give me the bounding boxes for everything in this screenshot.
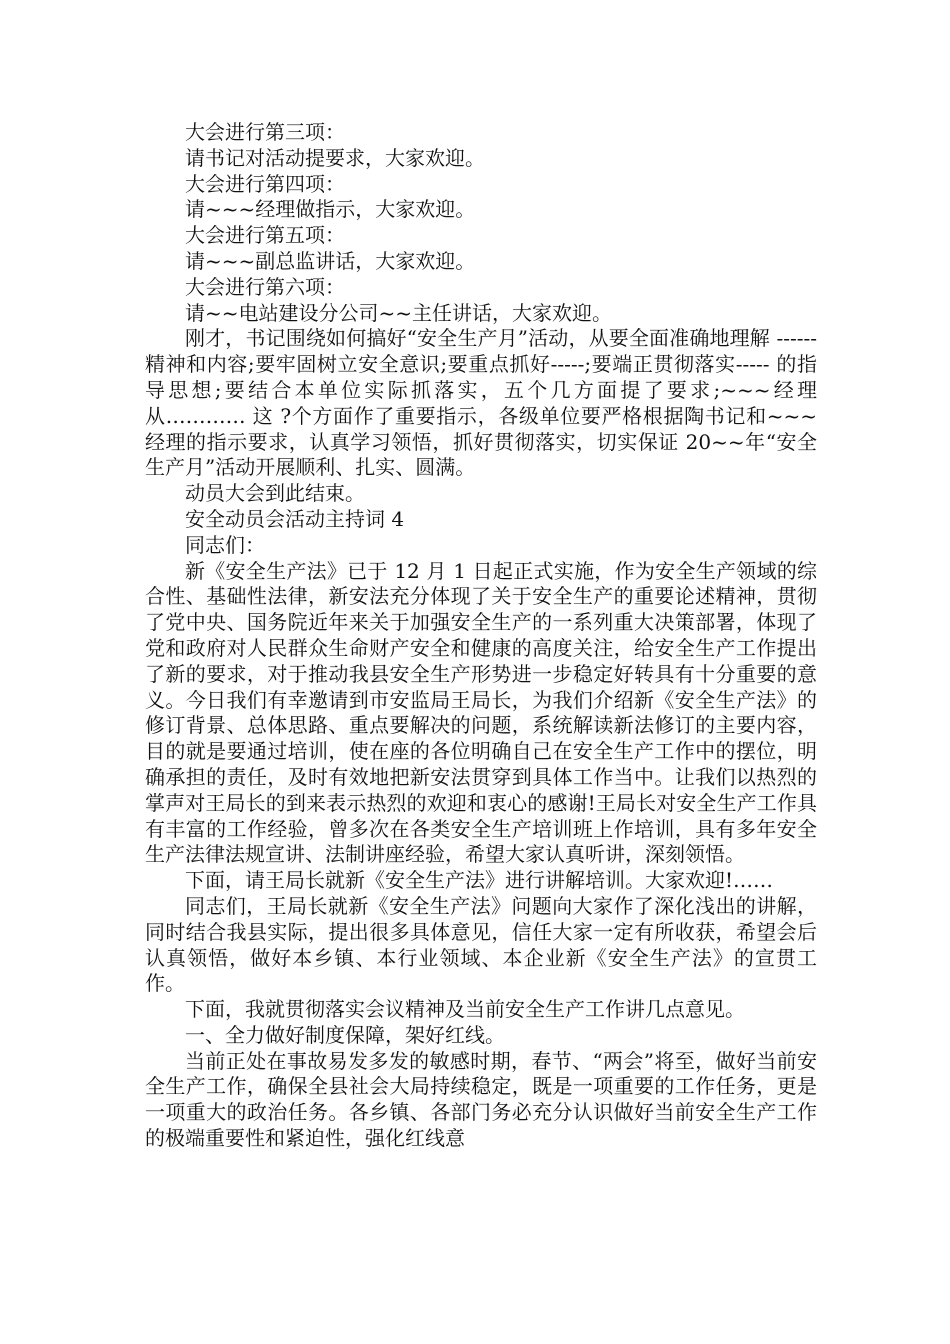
paragraph: 下面，请王局长就新《安全生产法》进行讲解培训。大家欢迎!…… — [185, 868, 774, 893]
paragraph: 动员大会到此结束。 — [185, 481, 365, 506]
document-body — [145, 120, 817, 1152]
paragraph: 大会进行第三项： — [185, 120, 345, 144]
paragraph: 当前正处在事故易发多发的敏感时期，春节、“两会”将至，做好当前安全生产工作，确保全县社会大局持续稳定，既是一项重要的工作任务，更是一项重大的政治任务。各乡镇、各部门务必充分认识做好当前安全生产工作的极端重要性和紧迫性，强化红线意 — [145, 1048, 817, 1151]
salutation: 同志们： — [185, 532, 265, 557]
paragraph: 大会进行第六项： — [185, 274, 345, 299]
paragraph: 同志们，王局长就新《安全生产法》问题向大家作了深化浅出的讲解，同时结合我县实际，提出很多具体意见，信任大家一定有所收获，希望会后认真领悟，做好本乡镇、本行业领域、本企业新《安全生产法》的宣贯工作。 — [145, 893, 817, 996]
paragraph: 新《安全生产法》已于 12 月 1 日起正式实施，作为安全生产领域的综合性、基础性法律，新安法充分体现了关于安全生产的重要论述精神，贯彻了党中央、国务院近年来关于加强安全生产的一系列重大决策部署，体现了党和政府对人民群众生命财产安全和健康的高度关注，给安全生产工作提出了新的要求，对于推动我县安全生产形势进一步稳定好转具有十分重要的意义。今日我们有幸邀请到市安监局王局长，为我们介绍新《安全生产法》的修订背景、总体思路、重点要解决的问题，系统解读新法修订的主要内容，目的就是要通过培训，使在座的各位明确自己在安全生产工作中的摆位，明确承担的责任，及时有效地把新安法贯穿到具体工作当中。让我们以热烈的掌声对王局长的到来表示热烈的欢迎和衷心的感谢!王局长对安全生产工作具有丰富的工作经验，曾多次在各类安全生产培训班上作培训，具有多年安全生产法律法规宣讲、法制讲座经验，希望大家认真听讲，深刻领悟。 — [145, 558, 817, 867]
paragraph: 下面，我就贯彻落实会议精神及当前安全生产工作讲几点意见。 — [185, 997, 745, 1022]
paragraph: 刚才，书记围绕如何搞好“安全生产月”活动，从要全面准确地理解 ------ 精神和内容;要牢固树立安全意识;要重点抓好-----;要端正贯彻落实----- 的指导思想;要结合本单位实际抓落实，五个几方面提了要求;~~~经理从………… 这 ?个方面作了重要指示，各级单位要严格根据陶书记和~~~经理的指示要求，认真学习领悟，抓好贯彻落实，切实保证 20~~年“安全生产月”活动开展顺利、扎实、圆满。 — [145, 326, 817, 480]
subheading: 一、全力做好制度保障，架好红线。 — [185, 1022, 505, 1047]
paragraph: 请~~~经理做指示，大家欢迎。 — [185, 197, 476, 222]
paragraph: 请~~~副总监讲话，大家欢迎。 — [185, 248, 476, 273]
paragraph: 请~~电站建设分公司~~主任讲话，大家欢迎。 — [185, 300, 613, 325]
paragraph: 大会进行第五项： — [185, 223, 345, 248]
paragraph: 大会进行第四项： — [185, 171, 345, 196]
section-heading: 安全动员会活动主持词 4 — [185, 506, 405, 531]
paragraph: 请书记对活动提要求，大家欢迎。 — [185, 145, 485, 170]
